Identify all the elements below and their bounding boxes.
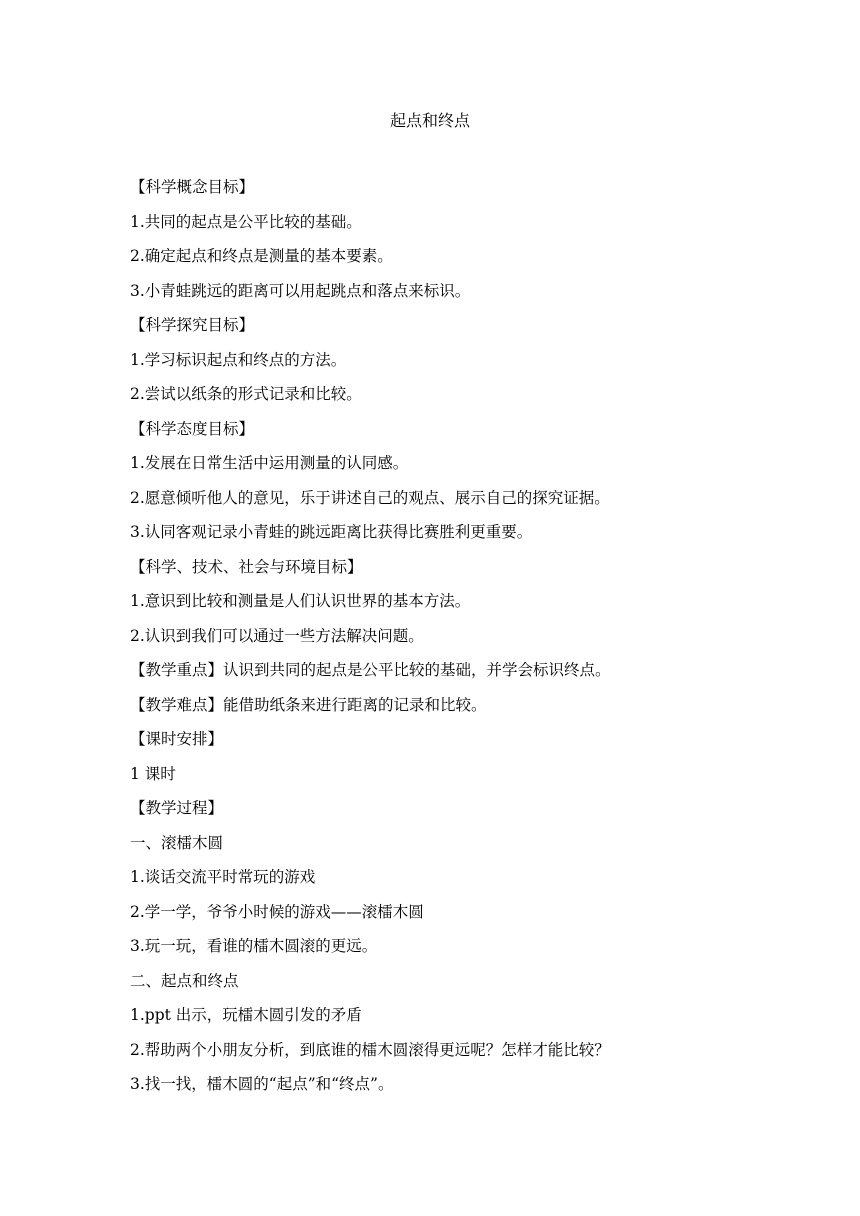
document-body <box>130 175 750 1107</box>
heading-stse-goals: 【科学、技术、社会与环境目标】 <box>130 557 363 576</box>
heading-lesson-schedule: 【课时安排】 <box>130 730 224 748</box>
paragraph-line: 2.确定起点和终点是测量的基本要素。 <box>130 247 393 265</box>
paragraph-line: 2.学一学，爷爷小时候的游戏——滚檑木圆 <box>130 902 424 921</box>
heading-science-inquiry-goals: 【科学探究目标】 <box>130 316 255 334</box>
document-title: 起点和终点 <box>389 111 470 130</box>
heading-science-concept-goals: 【科学概念目标】 <box>130 178 255 196</box>
paragraph-line: 1.共同的起点是公平比较的基础。 <box>130 212 362 231</box>
paragraph-line: 2.帮助两个小朋友分析，到底谁的檑木圆滚得更远呢？怎样才能比较？ <box>130 1040 610 1059</box>
section-heading: 一、滚檑木圆 <box>130 833 224 852</box>
paragraph-line: 3.玩一玩，看谁的檑木圆滚的更远。 <box>130 937 378 955</box>
heading-science-attitude-goals: 【科学态度目标】 <box>130 419 255 438</box>
paragraph-line: 1.ppt 出示，玩檑木圆引发的矛盾 <box>130 1006 362 1024</box>
paragraph-line: 1 课时 <box>130 764 176 783</box>
section-heading: 二、起点和终点 <box>130 971 239 990</box>
paragraph-line: 1.谈话交流平时常玩的游戏 <box>130 868 316 886</box>
paragraph-line: 3.认同客观记录小青蛙的跳远距离比获得比赛胜利更重要。 <box>130 523 533 541</box>
paragraph-line: 3.找一找，檑木圆的“起点”和“终点”。 <box>130 1075 394 1093</box>
paragraph-line: 2.尝试以纸条的形式记录和比较。 <box>130 385 362 403</box>
heading-teaching-process: 【教学过程】 <box>130 799 224 817</box>
paragraph-line: 1.学习标识起点和终点的方法。 <box>130 350 347 369</box>
paragraph-line: 3.小青蛙跳远的距离可以用起跳点和落点来标识。 <box>130 281 471 300</box>
paragraph-line: 1.意识到比较和测量是人们认识世界的基本方法。 <box>130 592 471 610</box>
teaching-key-points: 【教学重点】认识到共同的起点是公平比较的基础，并学会标识终点。 <box>130 661 611 679</box>
paragraph-line: 2.愿意倾听他人的意见，乐于讲述自己的观点、展示自己的探究证据。 <box>130 488 610 507</box>
paragraph-line: 1.发展在日常生活中运用测量的认同感。 <box>130 454 409 472</box>
teaching-difficulties: 【教学难点】能借助纸条来进行距离的记录和比较。 <box>130 695 487 714</box>
paragraph-line: 2.认识到我们可以通过一些方法解决问题。 <box>130 626 424 645</box>
